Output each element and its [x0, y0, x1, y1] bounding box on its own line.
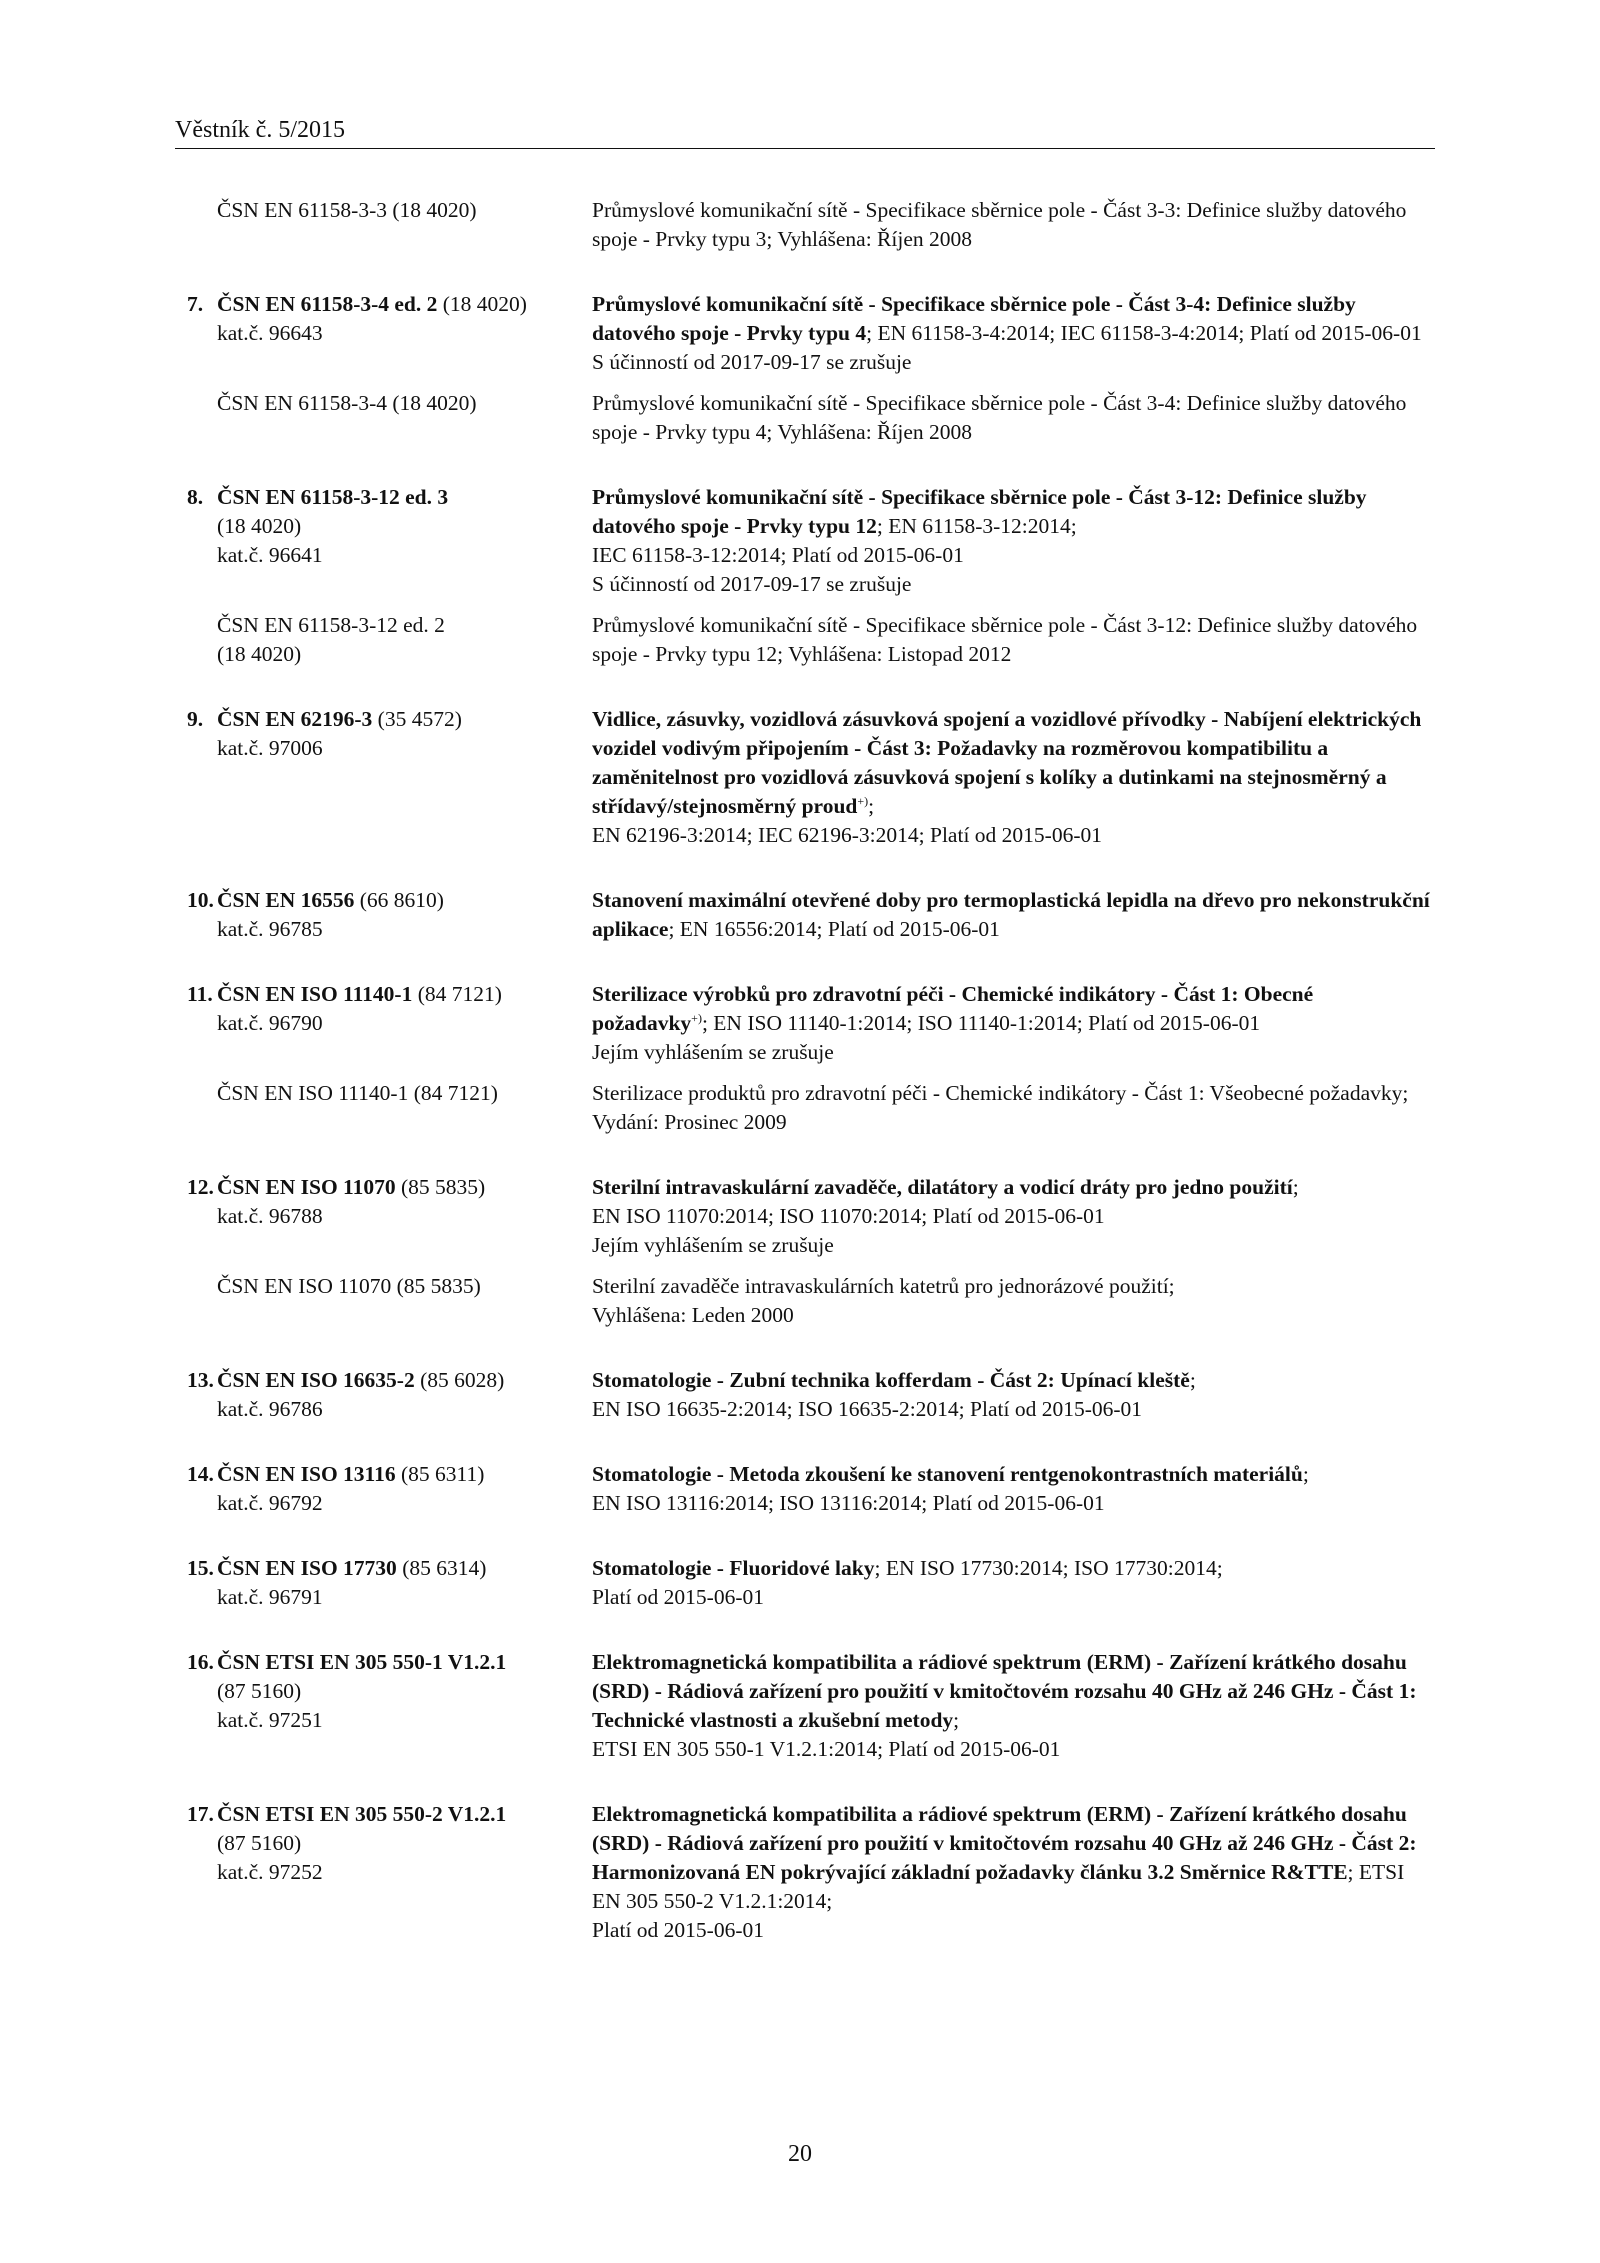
standard-title	[592, 611, 1432, 669]
title-paragraph: Sterilizace výrobků pro zdravotní péči - Chemické indikátory - Část 1: Obecné požadavky+); EN ISO 11140-1:2014; ISO 11140-1:2014; Platí od 2015-06-01	[592, 982, 1314, 1035]
entry-number: 14.	[187, 1462, 214, 1486]
designation-line: ČSN EN 62196-3 (35 4572)	[217, 707, 462, 731]
standard-title	[592, 1079, 1432, 1137]
replaced-row	[187, 1079, 1432, 1137]
title-paragraph: Stomatologie - Fluoridové laky; EN ISO 17730:2014; ISO 17730:2014;	[592, 1556, 1223, 1580]
designation-line: kat.č. 97006	[217, 736, 323, 760]
standard-title	[592, 1272, 1432, 1330]
title-paragraph: Jejím vyhlášením se zrušuje	[592, 1040, 834, 1064]
standards-list	[187, 196, 1432, 1945]
standard-title	[592, 705, 1432, 850]
entry-number: 16.	[187, 1650, 214, 1674]
entry-number: 11.	[187, 982, 213, 1006]
entry-number	[187, 611, 217, 669]
designation-line: ČSN EN ISO 16635-2 (85 6028)	[217, 1368, 505, 1392]
standard-designation	[217, 980, 592, 1067]
entry-number	[187, 196, 217, 254]
entry-number: 7.	[187, 292, 204, 316]
standard-entry	[187, 483, 1432, 669]
standard-designation	[217, 1648, 592, 1764]
standard-designation	[217, 611, 592, 669]
journal-title: Věstník č. 5/2015	[175, 117, 345, 143]
standard-entry	[187, 196, 1432, 254]
standard-title	[592, 1800, 1432, 1945]
entry-number: 8.	[187, 485, 204, 509]
replaced-row	[187, 1272, 1432, 1330]
entry-row	[187, 1554, 1432, 1612]
designation-line: ČSN EN 61158-3-12 ed. 3	[217, 485, 449, 509]
title-paragraph: Průmyslové komunikační sítě - Specifikace sběrnice pole - Část 3-4: Definice služby datového spoje - Prvky typu 4; EN 61158-3-4:2014; IEC 61158-3-4:2014; Platí od 2015-06-01	[592, 292, 1422, 345]
standard-designation	[217, 886, 592, 944]
designation-line: ČSN ETSI EN 305 550-2 V1.2.1	[217, 1802, 507, 1826]
designation-line: kat.č. 96790	[217, 1011, 323, 1035]
entry-row	[187, 705, 1432, 850]
title-paragraph: EN ISO 11070:2014; ISO 11070:2014; Platí od 2015-06-01	[592, 1204, 1105, 1228]
designation-line: ČSN EN ISO 11070 (85 5835)	[217, 1175, 486, 1199]
designation-line: kat.č. 96788	[217, 1204, 323, 1228]
designation-line: ČSN EN ISO 11140-1 (84 7121)	[217, 982, 502, 1006]
title-paragraph: Elektromagnetická kompatibilita a rádiové spektrum (ERM) - Zařízení krátkého dosahu (SRD) - Rádiová zařízení pro použití v kmitočtovém rozsahu 40 GHz až 246 GHz - Část 1: Technické vlastnosti a zkušební metody;	[592, 1650, 1417, 1732]
page-number: 20	[788, 2141, 812, 2167]
designation-line: kat.č. 96785	[217, 917, 323, 941]
title-paragraph: Stanovení maximální otevřené doby pro termoplastická lepidla na dřevo pro nekonstrukční aplikace; EN 16556:2014; Platí od 2015-06-01	[592, 888, 1430, 941]
entry-number	[187, 1079, 217, 1137]
standard-designation	[217, 483, 592, 599]
entry-number	[187, 1272, 217, 1330]
title-paragraph: Platí od 2015-06-01	[592, 1918, 764, 1942]
standard-title	[592, 980, 1432, 1067]
title-paragraph: Průmyslové komunikační sítě - Specifikace sběrnice pole - Část 3-12: Definice služby datového spoje - Prvky typu 12; EN 61158-3-12:2014;	[592, 485, 1367, 538]
title-paragraph: Sterilní intravaskulární zavaděče, dilatátory a vodicí dráty pro jedno použití;	[592, 1175, 1299, 1199]
designation-line: ČSN EN 61158-3-3 (18 4020)	[217, 198, 477, 222]
entry-number: 17.	[187, 1802, 214, 1826]
title-paragraph: Vidlice, zásuvky, vozidlová zásuvková spojení a vozidlové přívodky - Nabíjení elektrických vozidel vodivým připojením - Část 3: Požadavky na rozměrovou kompatibilitu a zaměnitelnost pro vozidlová zásuvková spojení s kolíky a dutinkami na stejnosměrný a střídavý/stejnosměrný proud+);	[592, 707, 1422, 818]
standard-designation	[217, 1554, 592, 1612]
entry-number: 12.	[187, 1175, 214, 1199]
title-paragraph: Průmyslové komunikační sítě - Specifikace sběrnice pole - Část 3-12: Definice služby datového spoje - Prvky typu 12; Vyhlášena: Listopad 2012	[592, 613, 1418, 666]
title-paragraph: EN 62196-3:2014; IEC 62196-3:2014; Platí od 2015-06-01	[592, 823, 1102, 847]
designation-line: kat.č. 96791	[217, 1585, 323, 1609]
standard-designation	[217, 389, 592, 447]
title-paragraph: Platí od 2015-06-01	[592, 1585, 764, 1609]
standard-designation	[217, 1173, 592, 1260]
replaced-row	[187, 389, 1432, 447]
standard-entry	[187, 1648, 1432, 1764]
title-paragraph: Průmyslové komunikační sítě - Specifikace sběrnice pole - Část 3-3: Definice služby datového spoje - Prvky typu 3; Vyhlášena: Říjen 2008	[592, 198, 1407, 251]
title-paragraph: Sterilizace produktů pro zdravotní péči - Chemické indikátory - Část 1: Všeobecné požadavky; Vydání: Prosinec 2009	[592, 1081, 1409, 1134]
standard-entry	[187, 1366, 1432, 1424]
title-paragraph: Stomatologie - Metoda zkoušení ke stanovení rentgenokontrastních materiálů;	[592, 1462, 1309, 1486]
standard-designation	[217, 1460, 592, 1518]
entry-row	[187, 980, 1432, 1067]
title-paragraph: ETSI EN 305 550-1 V1.2.1:2014; Platí od 2015-06-01	[592, 1737, 1061, 1761]
designation-line: kat.č. 96786	[217, 1397, 323, 1421]
title-paragraph: IEC 61158-3-12:2014; Platí od 2015-06-01	[592, 543, 964, 567]
designation-line: ČSN EN ISO 11140-1 (84 7121)	[217, 1081, 498, 1105]
standard-designation	[217, 705, 592, 850]
entry-row	[187, 1648, 1432, 1764]
designation-line: (87 5160)	[217, 1831, 302, 1855]
title-paragraph: Sterilní zavaděče intravaskulárních katetrů pro jednorázové použití;	[592, 1274, 1175, 1298]
designation-line: ČSN EN ISO 13116 (85 6311)	[217, 1462, 485, 1486]
standard-title	[592, 1460, 1432, 1518]
title-paragraph: Stomatologie - Zubní technika kofferdam - Část 2: Upínací kleště;	[592, 1368, 1196, 1392]
standard-entry	[187, 1173, 1432, 1330]
standard-designation	[217, 1800, 592, 1945]
title-paragraph: S účinností od 2017-09-17 se zrušuje	[592, 350, 912, 374]
title-paragraph: Průmyslové komunikační sítě - Specifikace sběrnice pole - Část 3-4: Definice služby datového spoje - Prvky typu 4; Vyhlášena: Říjen 2008	[592, 391, 1407, 444]
standard-entry	[187, 290, 1432, 447]
standard-designation	[217, 1272, 592, 1330]
standard-title	[592, 886, 1432, 944]
designation-line: ČSN EN 61158-3-4 (18 4020)	[217, 391, 477, 415]
entry-row	[187, 1173, 1432, 1260]
standard-designation	[217, 1366, 592, 1424]
title-paragraph: Vyhlášena: Leden 2000	[592, 1303, 794, 1327]
designation-line: kat.č. 96792	[217, 1491, 323, 1515]
standard-entry	[187, 886, 1432, 944]
designation-line: ČSN EN 61158-3-12 ed. 2	[217, 613, 445, 637]
designation-line: kat.č. 96643	[217, 321, 323, 345]
title-paragraph: EN ISO 13116:2014; ISO 13116:2014; Platí od 2015-06-01	[592, 1491, 1105, 1515]
page-header	[175, 115, 1435, 149]
standard-title	[592, 1648, 1432, 1764]
designation-line: kat.č. 97252	[217, 1860, 323, 1884]
entry-number: 9.	[187, 707, 204, 731]
title-paragraph: EN ISO 16635-2:2014; ISO 16635-2:2014; Platí od 2015-06-01	[592, 1397, 1143, 1421]
designation-line: ČSN ETSI EN 305 550-1 V1.2.1	[217, 1650, 507, 1674]
entry-number: 15.	[187, 1556, 214, 1580]
standard-designation	[217, 1079, 592, 1137]
standard-title	[592, 483, 1432, 599]
designation-line: kat.č. 96641	[217, 543, 323, 567]
standard-entry	[187, 1554, 1432, 1612]
entry-row	[187, 1460, 1432, 1518]
entry-number: 13.	[187, 1368, 214, 1392]
designation-line: ČSN EN 61158-3-4 ed. 2 (18 4020)	[217, 292, 527, 316]
entry-row	[187, 886, 1432, 944]
title-paragraph: S účinností od 2017-09-17 se zrušuje	[592, 572, 912, 596]
designation-line: kat.č. 97251	[217, 1708, 323, 1732]
title-paragraph: Jejím vyhlášením se zrušuje	[592, 1233, 834, 1257]
entry-row	[187, 1366, 1432, 1424]
designation-line: (18 4020)	[217, 514, 302, 538]
standard-entry	[187, 1460, 1432, 1518]
replaced-row	[187, 611, 1432, 669]
entry-row	[187, 483, 1432, 599]
entry-row	[187, 1800, 1432, 1945]
designation-line: (18 4020)	[217, 642, 302, 666]
standard-title	[592, 196, 1432, 254]
designation-line: ČSN EN ISO 11070 (85 5835)	[217, 1274, 481, 1298]
title-paragraph: Elektromagnetická kompatibilita a rádiové spektrum (ERM) - Zařízení krátkého dosahu (SRD) - Rádiová zařízení pro použití v kmitočtovém rozsahu 40 GHz až 246 GHz - Část 2: Harmonizovaná EN pokrývající základní požadavky článku 3.2 Směrnice R&TTE; ETSI EN 305 550-2 V1.2.1:2014;	[592, 1802, 1417, 1913]
entry-row	[187, 290, 1432, 377]
standard-entry	[187, 1800, 1432, 1945]
entry-row	[187, 196, 1432, 254]
designation-line: (87 5160)	[217, 1679, 302, 1703]
entry-number: 10.	[187, 888, 214, 912]
standard-title	[592, 290, 1432, 377]
standard-designation	[217, 290, 592, 377]
entry-number	[187, 389, 217, 447]
standard-title	[592, 389, 1432, 447]
standard-designation	[217, 196, 592, 254]
standard-title	[592, 1173, 1432, 1260]
standard-title	[592, 1554, 1432, 1612]
standard-entry	[187, 705, 1432, 850]
standard-entry	[187, 980, 1432, 1137]
standard-title	[592, 1366, 1432, 1424]
designation-line: ČSN EN 16556 (66 8610)	[217, 888, 444, 912]
page-footer	[0, 2141, 1600, 2168]
designation-line: ČSN EN ISO 17730 (85 6314)	[217, 1556, 487, 1580]
